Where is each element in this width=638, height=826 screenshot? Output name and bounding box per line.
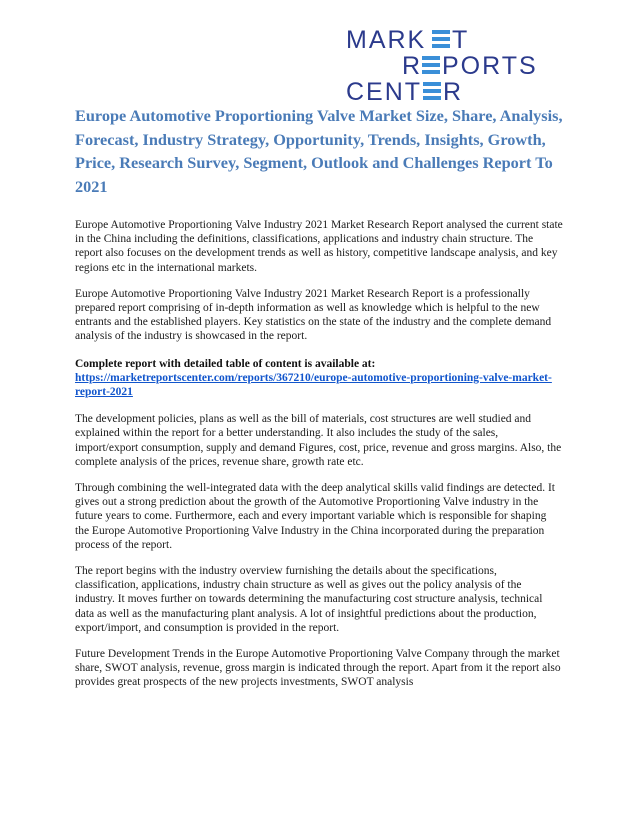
logo-graphic: [344, 24, 560, 104]
body-paragraph-4: Future Development Trends in the Europe Automotive Proportioning Valve Company through the market share, SWOT analysis, revenue, gross margin is indicated through the report. Apart from it the report also provides great prospects of the new projects investments, SWOT analysis: [75, 648, 561, 689]
svg-text:CENT: CENT: [346, 78, 423, 104]
market-reports-center-logo: [344, 24, 560, 104]
report-content: [75, 104, 563, 690]
intro-paragraph-2: Europe Automotive Proportioning Valve Industry 2021 Market Research Report is a professionally prepared report comprising of in-depth information as well as knowledge which is helpful to the new entrants and the established players. Key statistics on the state of the industry and the complete demand analysis of the industry is showcased in the report.: [75, 287, 552, 343]
intro-paragraph-1: Europe Automotive Proportioning Valve Industry 2021 Market Research Report analysed the current state in the China including the definitions, classifications, applications and industry chain structure. The report also focuses on the development trends as well as history, competitive landscape analysis, and key regions etc in the international markets.: [75, 219, 563, 274]
body-paragraph-1: The development policies, plans as well as the bill of materials, cost structures are well studied and explained within the report for a better understanding. It also includes the study of the sales, import/export consumption, supply and demand Figures, cost, price, revenue and gross margins. Also, the complete analysis of the prices, revenue share, growth rate etc.: [75, 413, 562, 468]
svg-text:T: T: [452, 26, 468, 54]
body-paragraph-3: The report begins with the industry overview furnishing the details about the specifications, classification, applications, industry chain structure as well as gives out the policy analysis of the industry. It moves further on towards determining the manufacturing cost structure analysis, technical data as well as the manufacturing plant analysis. A lot of insightful predictions about the production, export/import, and consumption is provided in the report.: [75, 565, 543, 634]
body-paragraph-2: Through combining the well-integrated data with the deep analytical skills valid findings are detected. It gives out a strong prediction about the growth of the Automotive Proportioning Valve industry in the future years to come. Furthermore, each and every important variable which is responsible for shaping the Europe Automotive Proportioning Valve Industry in the China incorporated during the preparation process of the report.: [75, 482, 555, 551]
complete-report-label: Complete report with detailed table of content is available at:: [75, 357, 376, 370]
svg-text:PORTS: PORTS: [442, 52, 538, 80]
logo-e-bars-2: [422, 56, 440, 74]
svg-text:R: R: [402, 52, 421, 80]
report-url-link[interactable]: https://marketreportscenter.com/reports/367210/europe-automotive-proportioning-valve-market-report-2021: [75, 371, 552, 399]
svg-text:MARK: MARK: [346, 26, 427, 54]
report-title: Europe Automotive Proportioning Valve Market Size, Share, Analysis, Forecast, Industry Strategy, Opportunity, Trends, Insights, Growth, Price, Research Survey, Segment, Outlook and Challenges Report To 2021: [75, 106, 563, 196]
complete-report-block: [75, 357, 563, 400]
logo-e-bars-1: [432, 30, 450, 48]
logo-e-bars-3: [423, 82, 441, 100]
svg-text:R: R: [443, 78, 462, 104]
